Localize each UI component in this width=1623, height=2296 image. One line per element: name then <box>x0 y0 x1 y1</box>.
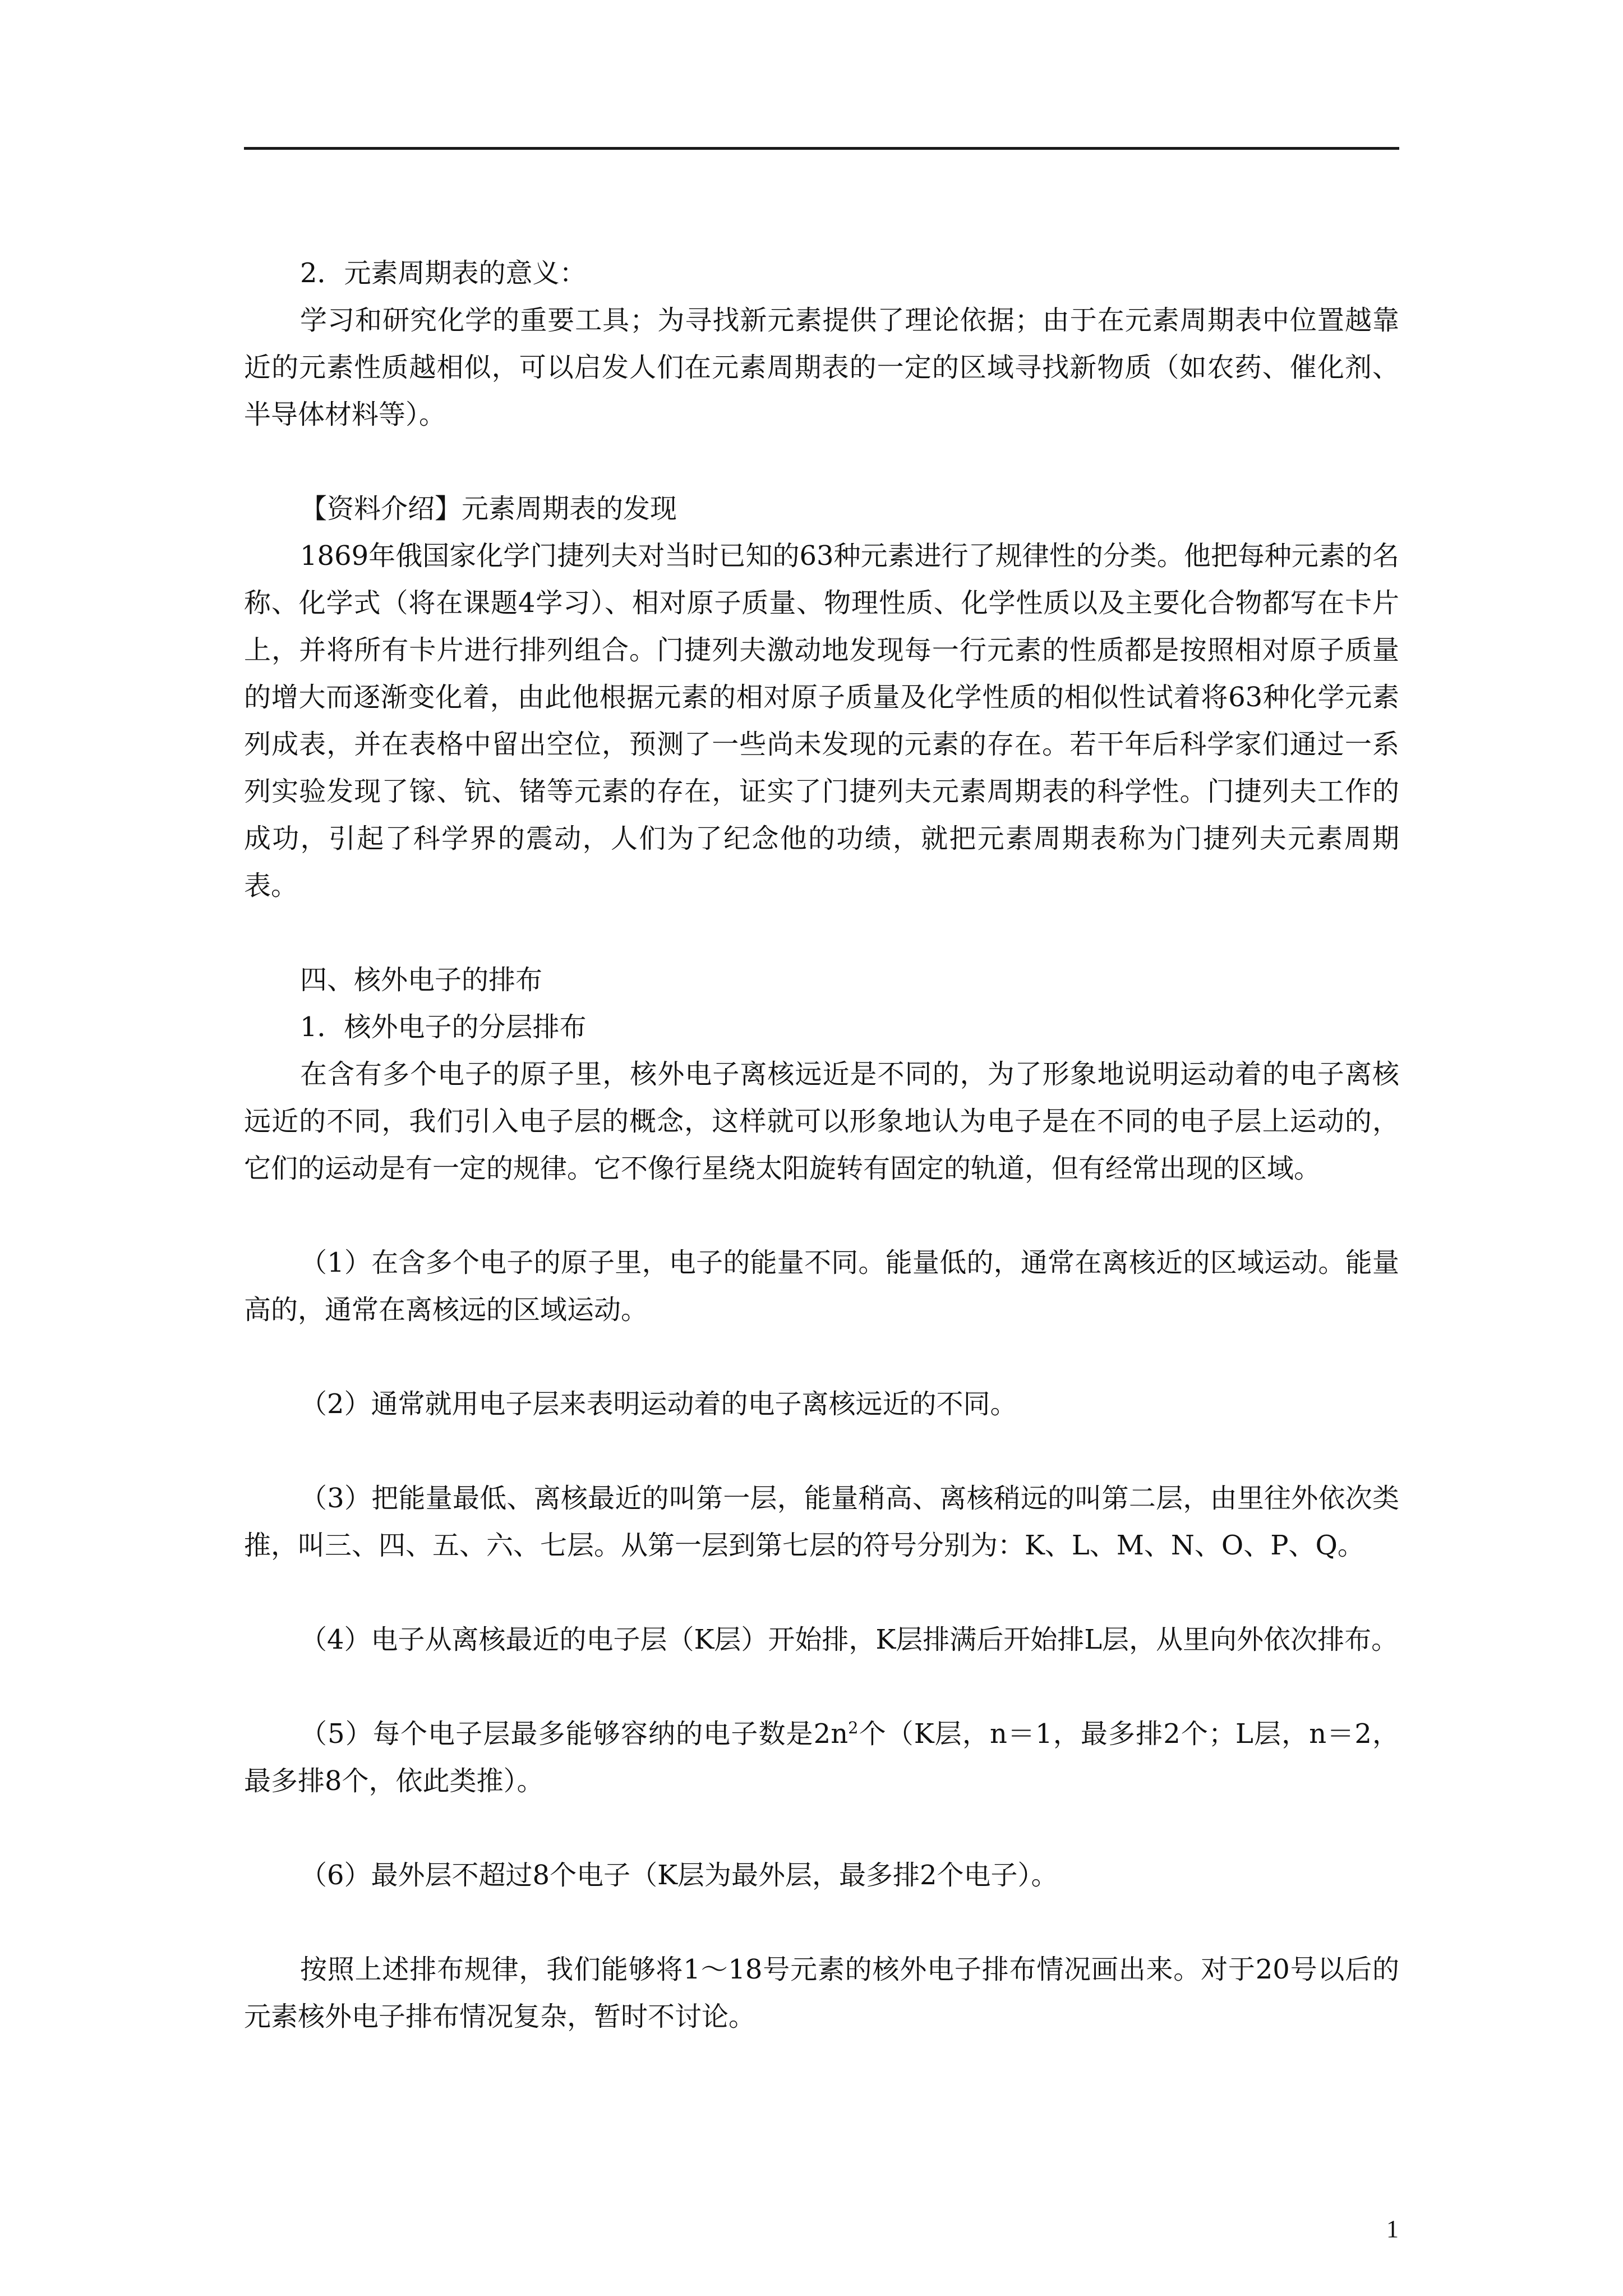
paragraph-discovery: 1869年俄国家化学门捷列夫对当时已知的63种元素进行了规律性的分类。他把每种元素的名称、化学式（将在课题4学习）、相对原子质量、物理性质、化学性质以及主要化合物都写在卡片上，并将所有卡片进行排列组合。门捷列夫激动地发现每一行元素的性质都是按照相对原子质量的增大而逐渐变化着，由此他根据元素的相对原子质量及化学性质的相似性试着将63种化学元素列成表，并在表格中留出空位，预测了一些尚未发现的元素的存在。若干年后科学家们通过一系列实验发现了镓、钪、锗等元素的存在，证实了门捷列夫元素周期表的科学性。门捷列夫工作的成功，引起了科学界的震动，人们为了纪念他的功绩，就把元素周期表称为门捷列夫元素周期表。 <box>244 540 1399 901</box>
paragraph-conclusion: 按照上述排布规律，我们能够将1～18号元素的核外电子排布情况画出来。对于20号以后的元素核外电子排布情况复杂，暂时不讨论。 <box>244 1954 1399 2032</box>
section-heading-electrons: 四、核外电子的排布 <box>300 964 543 996</box>
rule-point-5 <box>244 1710 1399 1805</box>
paragraph-electron-intro: 在含有多个电子的原子里，核外电子离核远近是不同的，为了形象地说明运动着的电子离核远近的不同，我们引入电子层的概念，这样就可以形象地认为电子是在不同的电子层上运动的，它们的运动是有一定的规律。它不像行星绕太阳旋转有固定的轨道，但有经常出现的区域。 <box>244 1059 1399 1184</box>
rule-point-3: （3）把能量最低、离核最近的叫第一层，能量稍高、离核稍远的叫第二层，由里往外依次类推，叫三、四、五、六、七层。从第一层到第七层的符号分别为：K、L、M、N、O、P、Q。 <box>244 1483 1399 1561</box>
rule-point-5-lead: （5）每个电子层最多能够容纳的电子数是 <box>300 1718 814 1750</box>
rule-point-2: （2）通常就用电子层来表明运动着的电子离核远近的不同。 <box>300 1388 1017 1420</box>
rule-point-4: （4）电子从离核最近的电子层（K层）开始排，K层排满后开始排L层，从里向外依次排布。 <box>300 1624 1399 1655</box>
paragraph-significance: 学习和研究化学的重要工具；为寻找新元素提供了理论依据；由于在元素周期表中位置越靠近的元素性质越相似，可以启发人们在元素周期表的一定的区域寻找新物质（如农药、催化剂、半导体材料等）。 <box>244 305 1399 430</box>
rule-point-6: （6）最外层不超过8个电子（K层为最外层，最多排2个电子）。 <box>300 1860 1058 1891</box>
header-rule <box>244 147 1399 150</box>
page-number: 1 <box>1386 2215 1399 2243</box>
formula-2n-squared-base: 2n <box>813 1718 849 1750</box>
document-body <box>244 250 1399 2040</box>
rule-point-1: （1）在含多个电子的原子里，电子的能量不同。能量低的，通常在离核近的区域运动。能量高的，通常在离核远的区域运动。 <box>244 1247 1399 1326</box>
section-heading-discovery: 【资料介绍】元素周期表的发现 <box>300 493 677 524</box>
rule-point-5-tail: 个（K层，n＝1，最多排2个；L层，n＝2，最多排8个，依此类推）。 <box>244 1718 1399 1797</box>
section-heading-significance: 2．元素周期表的意义： <box>300 257 587 289</box>
formula-exponent: 2 <box>848 1718 859 1737</box>
subheading-layered-arrangement: 1．核外电子的分层排布 <box>300 1011 587 1043</box>
